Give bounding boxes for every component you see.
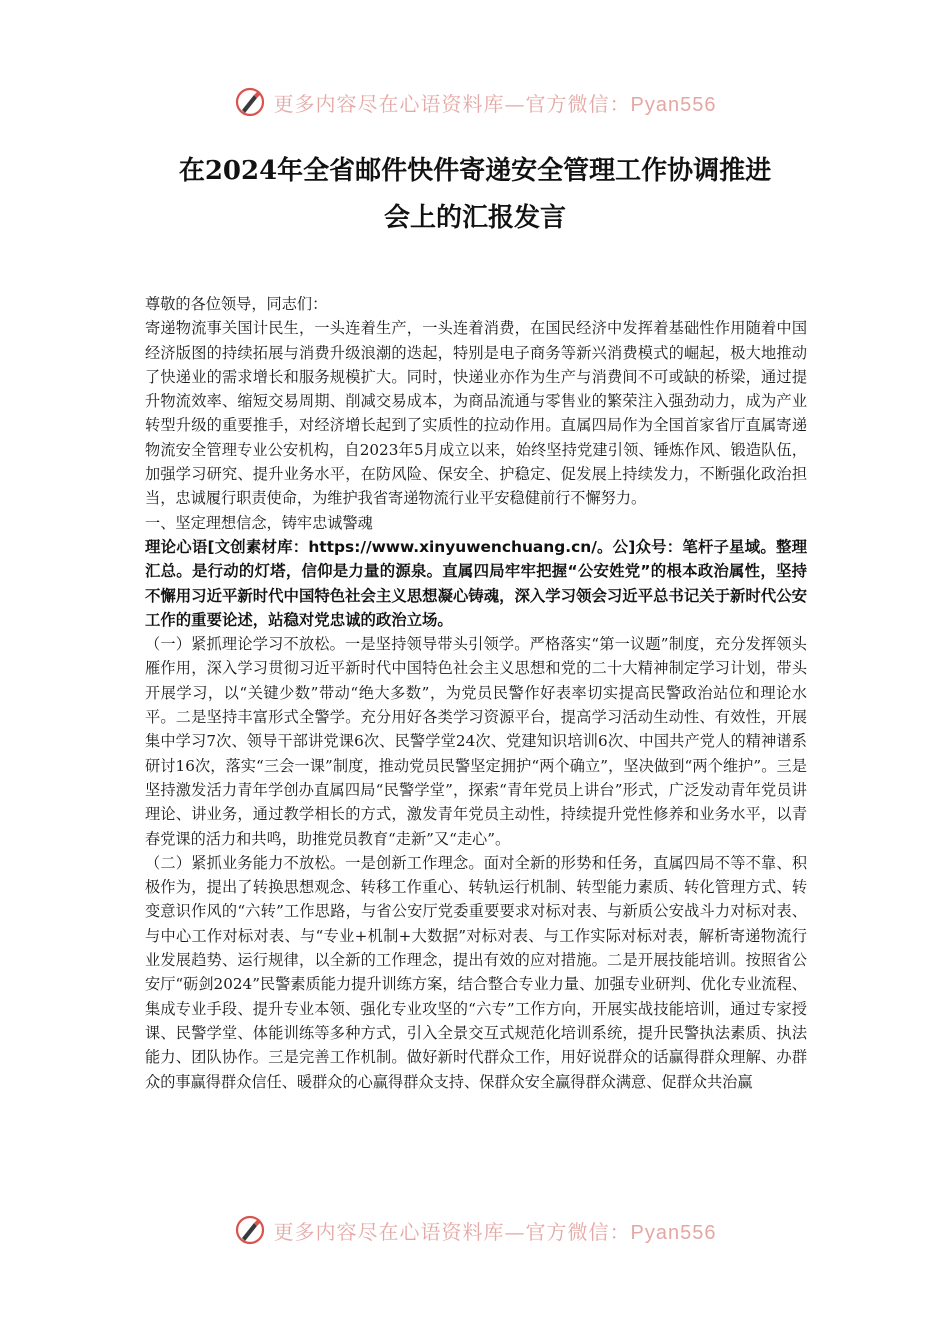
theory-study-paragraph: （一）紧抓理论学习不放松。一是坚持领导带头引领学。严格落实“第一议题”制度，充分发挥领头雁作用，深入学习贯彻习近平新时代中国特色社会主义思想和党的二十大精神制定学习计划，带头开展学习，以“关键少数”带动“绝大多数”，为党员民警作好表率切实提高民警政治站位和理论水平。二是坚持丰富形式全警学。充分用好各类学习资源平台，提高学习活动生动性、有效性，开展集中学习7次、领导干部讲党课6次、民警学堂24次、党建知识培训6次、中国共产党人的精神谱系研讨16次，落实“三会一课”制度，推动党员民警坚定拥护“两个确立”，坚决做到“两个维护”。三是坚持激发活力青年学创办直属四局“民警学堂”，探索“青年党员上讲台”形式，广泛发动青年党员讲理论、讲业务，通过教学相长的方式，激发青年党员主动性，持续提升党性修养和业务水平，以青春党课的活力和共鸣，助推党员教育“走新”又“走心”。: [145, 635, 807, 848]
title-line-1: 在2024年全省邮件快件寄递安全管理工作协调推进: [178, 156, 772, 186]
section-heading: 一、坚定理想信念，铸牢忠诚警魂: [145, 513, 373, 532]
watermark-text: 更多内容尽在心语资料库—官方微信：Pyan556: [273, 91, 717, 116]
watermark-text: 更多内容尽在心语资料库—官方微信：Pyan556: [273, 1219, 717, 1244]
header-watermark: [0, 82, 950, 122]
document-body: [145, 292, 807, 1094]
pen-logo-icon: [234, 1214, 266, 1246]
bold-paragraph: 理论心语[文创素材库：https://www.xinyuwenchuang.cn/。公]众号：笔杆子星域。整理汇总。是行动的灯塔，信仰是力量的源泉。直属四局牢牢把握“公安姓党”的根本政治属性，坚持不懈用习近平新时代中国特色社会主义思想凝心铸魂，深入学习领会习近平总书记关于新时代公安工作的重要论述，站稳对党忠诚的政治立场。: [145, 537, 807, 629]
title-line-2: 会上的汇报发言: [383, 203, 566, 233]
page-title: [120, 148, 830, 242]
pen-logo-icon: [234, 86, 266, 118]
footer-watermark: [0, 1210, 950, 1250]
business-ability-paragraph: （二）紧抓业务能力不放松。一是创新工作理念。面对全新的形势和任务，直属四局不等不靠、积极作为，提出了转换思想观念、转移工作重心、转轨运行机制、转型能力素质、转化管理方式、转变意识作风的“六转”工作思路，与省公安厅党委重要要求对标对表、与新质公安战斗力对标对表、与中心工作对标对表、与“专业+机制+大数据”对标对表、与工作实际对标对表，解析寄递物流行业发展趋势、运行规律，以全新的工作理念，提出有效的应对措施。二是开展技能培训。按照省公安厅“砺剑2024”民警素质能力提升训练方案，结合整合专业力量、加强专业研判、优化专业流程、集成专业手段、提升专业本领、强化专业攻坚的“六专”工作方向，开展实战技能培训，通过专家授课、民警学堂、体能训练等多种方式，引入全景交互式规范化培训系统，提升民警执法素质、执法能力、团队协作。三是完善工作机制。做好新时代群众工作，用好说群众的话赢得群众理解、办群众的事赢得群众信任、暖群众的心赢得群众支持、保群众安全赢得群众满意、促群众共治赢: [145, 853, 807, 1091]
intro-paragraph: 寄递物流事关国计民生，一头连着生产，一头连着消费，在国民经济中发挥着基础性作用随着中国经济版图的持续拓展与消费升级浪潮的迭起，特别是电子商务等新兴消费模式的崛起，极大地推动了快递业的需求增长和服务规模扩大。同时，快递业亦作为生产与消费间不可或缺的桥梁，通过提升物流效率、缩短交易周期、削减交易成本，为商品流通与零售业的繁荣注入强劲动力，成为产业转型升级的重要推手，对经济增长起到了实质性的拉动作用。直属四局作为全国首家省厅直属寄递物流安全管理专业公安机构，自2023年5月成立以来，始终坚持党建引领、锤炼作风、锻造队伍，加强学习研究、提升业务水平，在防风险、保安全、护稳定、促发展上持续发力，不断强化政治担当，忠诚履行职责使命，为维护我省寄递物流行业平安稳健前行不懈努力。: [145, 319, 807, 508]
salutation: 尊敬的各位领导，同志们：: [145, 295, 328, 313]
